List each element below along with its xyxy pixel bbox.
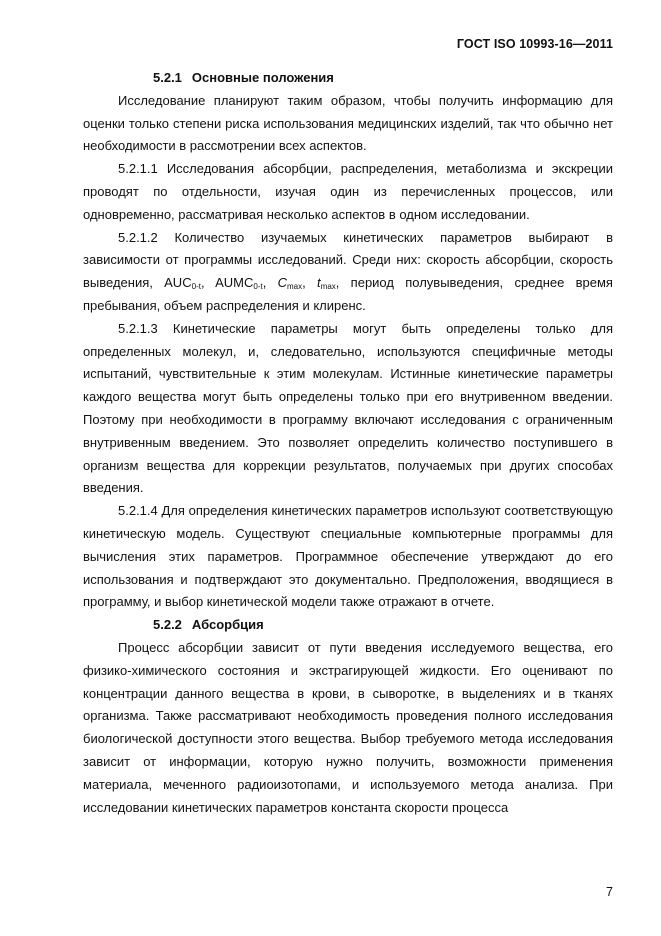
section-number: 5.2.2 <box>153 617 182 633</box>
paragraph-kinetic-parameters <box>83 227 613 318</box>
document-header: ГОСТ ISO 10993-16—2011 <box>456 37 613 51</box>
symbol-c: C <box>277 275 288 291</box>
section-number: 5.2.1 <box>153 70 182 85</box>
text-run: , период полувыведения, среднее время пребывания, объем распределения и клиренс. <box>83 275 613 313</box>
section-title: Абсорбция <box>191 617 264 633</box>
paragraph: 5.2.1.1 Исследования абсорбции, распределения, метаболизма и экскреции проводят по отдельности, изучая один из перечисленных процессов, или одновременно, рассматривая несколько аспектов в одном исследовании. <box>83 161 613 222</box>
subscript: 0-t <box>253 282 263 292</box>
paragraph: Исследование планируют таким образом, чтобы получить информацию для оценки только степени риска использования медицинских изделий, так что обычно нет необходимости в рассмотрении всех аспектов. <box>83 92 613 154</box>
subscript: max <box>320 282 336 292</box>
document-body <box>83 67 613 819</box>
paragraph: Процесс абсорбции зависит от пути введения исследуемого вещества, его физико-химического состояния и экстрагирующей жидкости. Его оценивают по концентрации данного вещества в крови, в сыворотке, в выделениях и в тканях организма. Также рассматривают необходимость проведения полного исследования биологической доступности этого вещества. Выбор требуемого метода исследования зависит от информации, которую нужно получить, возможности применения материала, меченного радиоизотопами, и используемого метода анализа. При исследовании кинетических параметров константа скорости процесса <box>83 639 613 815</box>
text-run: , <box>302 275 318 291</box>
symbol-t: t <box>317 275 321 291</box>
section-heading-5-2-1 <box>83 67 613 90</box>
text-run: , AUMC <box>200 275 254 291</box>
subscript: 0-t <box>191 282 201 292</box>
section-heading-5-2-2 <box>83 614 613 637</box>
subscript: max <box>287 282 303 292</box>
page-number: 7 <box>606 885 613 899</box>
paragraph: 5.2.1.3 Кинетические параметры могут быть определены только для определенных молекул, и, следовательно, используются специфичные методы испытаний, чувствительные к этим молекулам. Истинные кинетические параметры каждого вещества могут быть определены только при его внутривенном введении. Поэтому при необходимости в программу включают исследования с ограниченным внутривенным введением. Это позволяет определить количество поступившего в организм вещества для коррекции результатов, получаемых при других способах введения. <box>83 320 613 496</box>
text-run: 5.2.1.2 Количество изучаемых кинетических параметров выбирают в зависимости от программы исследований. Среди них: скорость абсорбции, скорость выведения, AUC <box>83 229 613 291</box>
text-run: , <box>262 275 278 291</box>
section-title: Основные положения <box>191 70 334 85</box>
paragraph: 5.2.1.4 Для определения кинетических параметров используют соответствующую кинетическую модель. Существуют специальные компьютерные программы для вычисления этих параметров. Программное обеспечение утверждают до его использования и подтверждают это документально. Предположения, вводящиеся в программу, и выбор кинетической модели также отражают в отчете. <box>83 503 613 610</box>
